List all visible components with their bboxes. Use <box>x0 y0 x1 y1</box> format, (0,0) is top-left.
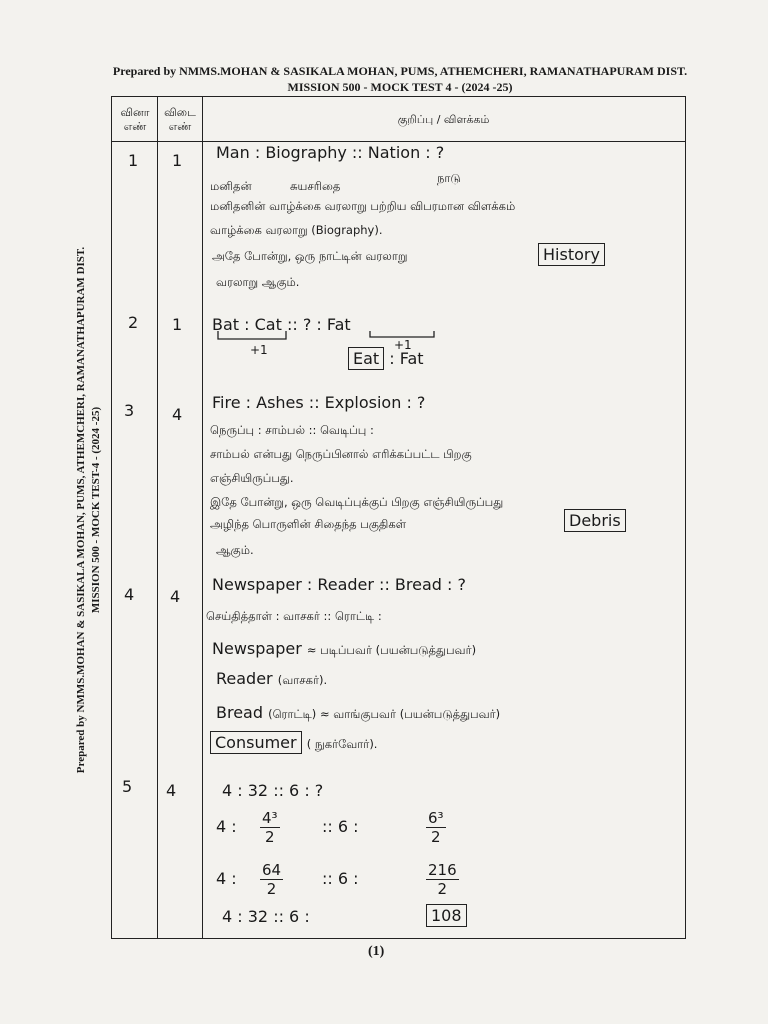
explanation-line: அதே போன்று, ஒரு நாட்டின் வரலாறு <box>212 249 408 263</box>
fraction <box>260 861 283 898</box>
side-line-1: Prepared by NMMS.MOHAN & SASIKALA MOHAN, PUMS, ATHEMCHERI, RAMANATHAPURAM DIST. <box>75 246 87 774</box>
explanation-line: சாம்பல் என்பது நெருப்பினால் எரிக்கப்பட்ட பிறகு <box>210 447 472 461</box>
question-number: 4 <box>124 585 135 604</box>
explanation-line: மனிதனின் வாழ்க்கை வரலாறு பற்றிய விபரமான விளக்கம் <box>210 199 516 213</box>
explanation-line: வரலாறு ஆகும். <box>216 275 300 289</box>
page-number: (1) <box>368 944 385 959</box>
explanation-text: (ரொட்டி) ≈ வாங்குபவர் (பயன்படுத்துபவர்) <box>268 707 501 721</box>
analogy-line: Man : Biography :: Nation : ? <box>216 143 445 162</box>
fraction <box>260 809 280 846</box>
answer-number: 1 <box>172 315 183 334</box>
tamil-word: சுயசரிதை <box>290 179 341 193</box>
analogy-line: Fire : Ashes :: Explosion : ? <box>212 393 426 412</box>
boxed-answer: Consumer <box>210 731 302 754</box>
analogy-part: Bat : Cat :: <box>212 315 303 334</box>
analogy-line: Newspaper : Reader :: Bread : ? <box>212 575 466 594</box>
answer-number: 1 <box>172 151 183 170</box>
numerator: 6³ <box>428 809 444 827</box>
explanation-line: வாழ்க்கை வரலாறு (Biography). <box>210 223 383 237</box>
explanation-line: ஆகும். <box>216 543 254 557</box>
ratio-line: 4 : 32 :: 6 : ? <box>222 781 324 800</box>
boxed-answer: Eat <box>348 347 384 370</box>
ratio-part: :: 6 : <box>322 817 359 836</box>
explanation-line: அழிந்த பொருளின் சிதைந்த பகுதிகள் <box>210 517 407 531</box>
question-number: 3 <box>124 401 135 420</box>
explanation-text: ( நுகர்வோர்). <box>306 737 378 751</box>
answer-table <box>111 96 686 939</box>
difference-label: +1 <box>394 338 412 352</box>
keyword: Newspaper <box>212 639 302 658</box>
keyword: Reader <box>216 669 273 688</box>
difference-label: +1 <box>250 343 268 357</box>
tamil-word: மனிதன் <box>210 179 252 193</box>
tamil-analogy-line: நெருப்பு : சாம்பல் :: வெடிப்பு : <box>210 423 374 437</box>
analogy-part: : Fat <box>384 349 424 368</box>
explanation-text: (வாசகர்). <box>277 673 328 687</box>
question-number: 2 <box>128 313 139 332</box>
tamil-analogy-line: செய்தித்தாள் : வாசகர் :: ரொட்டி : <box>206 609 382 623</box>
denominator: 2 <box>265 828 275 846</box>
side-watermark <box>74 150 110 870</box>
ratio-line: 4 : 32 :: 6 : <box>222 907 310 926</box>
fraction <box>426 861 459 898</box>
answer-number: 4 <box>170 587 181 606</box>
column-header-ans-no: விடை எண் <box>164 106 196 133</box>
ratio-part: :: 6 : <box>322 869 359 888</box>
column-header-q-no: வினா எண் <box>120 106 150 133</box>
analogy-blank: ? <box>302 315 312 334</box>
answer-number: 4 <box>172 405 183 424</box>
boxed-answer: 108 <box>426 904 467 927</box>
analogy-part: : Fat <box>311 315 351 334</box>
question-number: 5 <box>122 777 133 796</box>
explanation-text: ≈ படிப்பவர் (பயன்படுத்துபவர்) <box>306 643 477 657</box>
answer-number: 4 <box>166 781 177 800</box>
numerator: 216 <box>428 861 457 879</box>
question-number: 1 <box>128 151 139 170</box>
boxed-answer: History <box>538 243 605 266</box>
boxed-answer: Debris <box>564 509 626 532</box>
denominator: 2 <box>437 880 448 898</box>
header-title: Prepared by NMMS.MOHAN & SASIKALA MOHAN, PUMS, ATHEMCHERI, RAMANATHAPURAM DIST. <box>112 64 688 78</box>
side-line-2: MISSION 500 - MOCK TEST-4 - (2024 -25) <box>90 406 102 614</box>
tamil-word: நாடு <box>437 171 461 185</box>
column-header-explanation: குறிப்பு / விளக்கம் <box>397 113 490 126</box>
fraction <box>426 809 446 846</box>
keyword: Bread <box>216 703 264 722</box>
numerator: 4³ <box>262 809 278 827</box>
explanation-line: எஞ்சியிருப்பது. <box>210 471 294 485</box>
ratio-part: 4 : <box>216 817 237 836</box>
denominator: 2 <box>266 880 277 898</box>
numerator: 64 <box>262 861 282 879</box>
ratio-part: 4 : <box>216 869 237 888</box>
denominator: 2 <box>431 828 441 846</box>
explanation-line: இதே போன்று, ஒரு வெடிப்புக்குப் பிறகு எஞ்சியிருப்பது <box>210 495 504 509</box>
header-subtitle: MISSION 500 - MOCK TEST 4 - (2024 -25) <box>287 80 513 94</box>
